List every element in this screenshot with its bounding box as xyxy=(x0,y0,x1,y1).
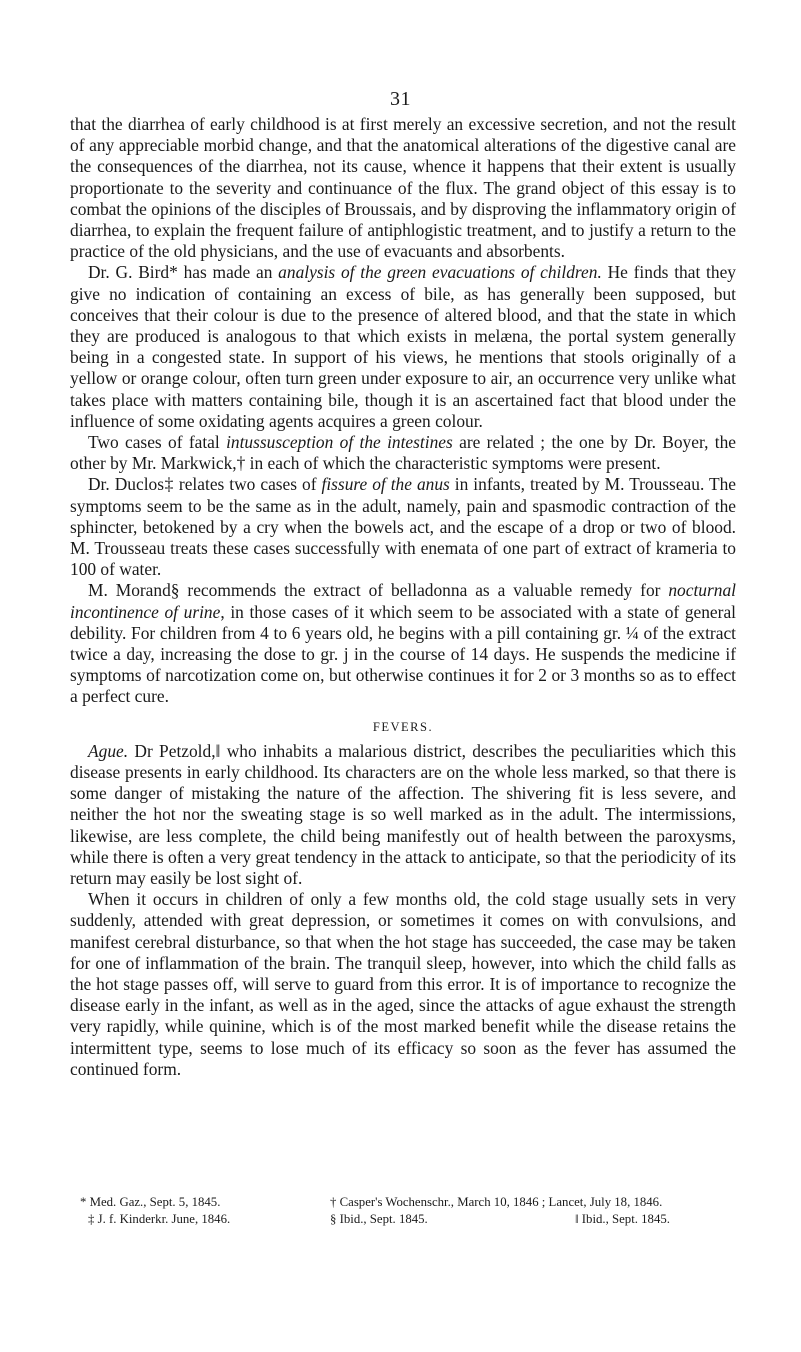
footnotes xyxy=(80,1194,740,1228)
footnote: ‖ Ibid., Sept. 1845. xyxy=(575,1212,670,1226)
page-number: 31 xyxy=(390,88,411,110)
footnote-row xyxy=(80,1194,740,1211)
italic-topic: analysis of the green evacuations of children. xyxy=(278,262,602,283)
paragraph-text: Dr. Duclos‡ relates two cases of xyxy=(88,474,322,495)
paragraph-text: Dr. G. Bird* has made an xyxy=(88,262,279,283)
footnote-row xyxy=(80,1211,740,1228)
italic-topic: nocturnal incontinence of urine xyxy=(70,580,736,622)
italic-topic: Ague. xyxy=(88,740,129,761)
paragraph-text: , in those cases of it which seem to be associated with a state of general debility. For children from 4 to 6 years old, he begins with a pill containing gr. ¼ of the extract twice a day, increasing the dose to gr. j in the course of 14 days. He suspends the medicine if symptoms of narcotization come on, but otherwise continues it for 2 or 3 months so as to effect a perfect cure. xyxy=(70,601,736,707)
footnote: * Med. Gaz., Sept. 5, 1845. xyxy=(80,1195,221,1209)
paragraph-ague-infants: When it occurs in children of only a few months old, the cold stage usually sets in very suddenly, attended with great depression, or sometimes it comes on with convulsions, and manifest cerebral disturbance, so that when the hot stage has succeeded, the case may be taken for one of inflammation of the brain. The tranquil sleep, however, into which the child falls as the hot stage passes off, will serve to guard from this error. It is of importance to recognize the disease early in the infant, as well as in the aged, since the attacks of ague exhaust the strength very rapidly, while quinine, which is of the most marked benefit while the disease retains the intermittent type, seems to lose much of its efficacy so soon as the fever has assumed the continued form. xyxy=(70,889,736,1079)
paragraph-fissure xyxy=(70,474,736,580)
footnote: ‡ J. f. Kinderkr. June, 1846. xyxy=(88,1212,231,1226)
italic-topic: fissure of the anus xyxy=(321,474,450,495)
paragraph-diarrhea: that the diarrhea of early childhood is at first merely an excessive secretion, and not the result of any appreciable morbid change, and that the anatomical alterations of the digestive canal are the consequences of the diarrhea, not its cause, whence it happens that their extent is usually proportionate to the severity and continuance of the flux. The grand object of this essay is to combat the opinions of the disciples of Broussais, and by disproving the inflammatory origin of diarrhea, to explain the frequent failure of antiphlogistic treatment, and to justify a return to the practice of the old physicians, and the use of evacuants and absorbents. xyxy=(70,114,736,262)
paragraph-ague xyxy=(70,741,736,889)
footnote: § Ibid., Sept. 1845. xyxy=(330,1212,428,1226)
paragraph-text: Two cases of fatal xyxy=(88,432,227,453)
paragraph-text: are related ; the one by Dr. Boyer, the other by Mr. Markwick,† in each of which the characteristic symptoms were present. xyxy=(70,432,736,474)
body-text xyxy=(70,114,736,1080)
footnote: † Casper's Wochenschr., March 10, 1846 ; Lancet, July 18, 1846. xyxy=(330,1195,663,1209)
paragraph-text: in infants, treated by M. Trousseau. The symptoms seem to be the same as in the adult, namely, pain and spasmodic contraction of the sphincter, betokened by a cry when the bowels act, and the escape of a drop or two of blood. M. Trousseau treats these cases successfully with enemata of one part of extract of krameria to 100 of water. xyxy=(70,474,737,580)
paragraph-text: M. Morand§ recommends the extract of belladonna as a valuable remedy for xyxy=(88,580,669,601)
paragraph-text: He finds that they give no indication of containing an excess of bile, as has generally been supposed, but conceives that their colour is due to the presence of altered blood, and that the state in which they are produced is analogous to that which exists in melæna, the portal system generally being in a congested state. In support of his views, he mentions that stools originally of a yellow or orange colour, often turn green under exposure to air, an occurrence very unlike what takes place with matters containing bile, though it is an ascertained fact that blood under the influence of some oxidating agents acquires a green colour. xyxy=(70,262,736,431)
paragraph-text: Dr Petzold,‖ who inhabits a malarious district, describes the peculiarities which this disease presents in early childhood. Its characters are on the whole less marked, so that there is some danger of mistaking the nature of the affection. The shivering fit is less severe, and neither the hot nor the sweating stage is so well marked as in the adult. The intermissions, likewise, are less complete, the child being manifestly out of health between the paroxysms, while there is often a very great tendency in the attack to anticipate, so that the periodicity of its return may easily be lost sight of. xyxy=(70,740,736,888)
paragraph-green-evacuations xyxy=(70,262,736,432)
italic-topic: intussusception of the intestines xyxy=(226,432,453,453)
paragraph-incontinence xyxy=(70,580,736,707)
section-heading: FEVERS. xyxy=(372,719,434,734)
paragraph-intussusception xyxy=(70,432,736,474)
